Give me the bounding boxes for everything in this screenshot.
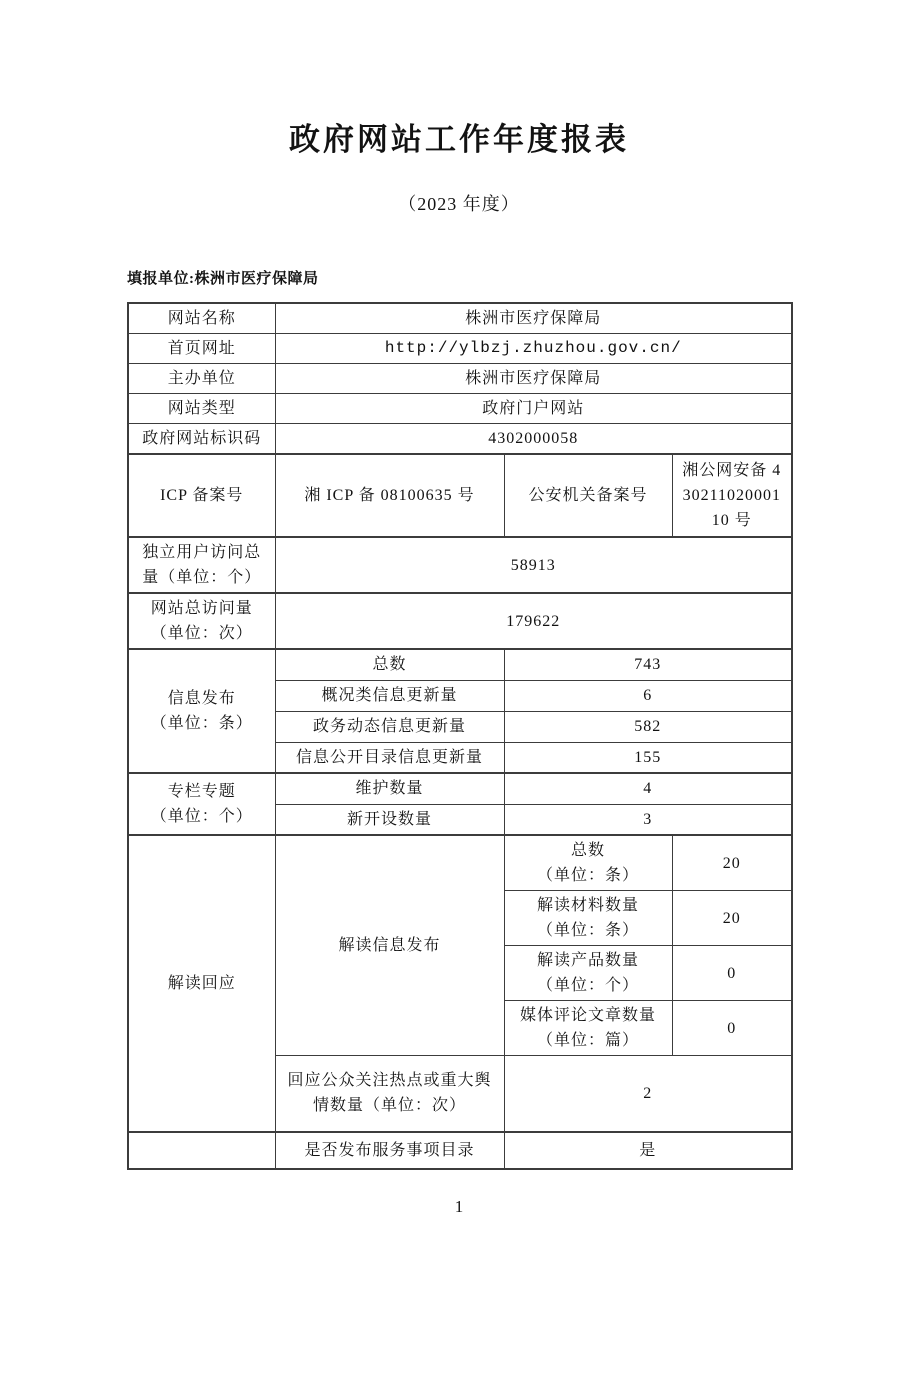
topics-new-value: 3 — [504, 804, 792, 835]
info-publish-section-label — [128, 649, 275, 773]
special-topics-label: 专栏专题 — [167, 783, 236, 800]
empty-cell — [128, 1132, 275, 1169]
special-topics-section-label — [128, 773, 275, 835]
icp-record-label: ICP 备案号 — [128, 454, 275, 537]
interpret-total-value: 20 — [672, 835, 792, 891]
police-record-number: 湘公网安备 43021102000110 号 — [672, 454, 792, 537]
total-visits-label: 网站总访问量（单位：次） — [128, 593, 275, 649]
interpret-products-value: 0 — [672, 946, 792, 1001]
gov-news-updates-label: 政务动态信息更新量 — [275, 711, 504, 742]
topics-maintained-label: 维护数量 — [275, 773, 504, 804]
interpret-total-unit: （单位：条） — [536, 867, 639, 884]
row-site-id-code — [128, 424, 792, 455]
media-comments-label-text: 媒体评论文章数量 — [519, 1007, 656, 1024]
service-directory-value: 是 — [504, 1132, 792, 1169]
row-host-unit — [128, 364, 792, 394]
open-directory-updates-label: 信息公开目录信息更新量 — [275, 742, 504, 773]
website-type-value: 政府门户网站 — [275, 394, 792, 424]
site-id-code-label: 政府网站标识码 — [128, 424, 275, 455]
info-publish-label: 信息发布 — [167, 690, 236, 707]
media-comments-unit: （单位：篇） — [536, 1032, 639, 1049]
row-unique-visitors — [128, 537, 792, 593]
police-record-label: 公安机关备案号 — [504, 454, 672, 537]
topics-maintained-value: 4 — [504, 773, 792, 804]
website-name-value: 株洲市医疗保障局 — [275, 303, 792, 334]
service-directory-label: 是否发布服务事项目录 — [275, 1132, 504, 1169]
reporting-unit-line: 填报单位:株洲市医疗保障局 — [127, 271, 319, 287]
interpret-materials-label-text: 解读材料数量 — [536, 897, 639, 914]
interpret-materials-value: 20 — [672, 891, 792, 946]
overview-updates-value: 6 — [504, 680, 792, 711]
report-year-subtitle: （2023 年度） — [398, 194, 520, 214]
media-comments-value: 0 — [672, 1001, 792, 1056]
icp-record-number: 湘 ICP 备 08100635 号 — [275, 454, 504, 537]
hotspot-response-label: 回应公众关注热点或重大舆情数量（单位：次） — [275, 1056, 504, 1132]
unique-visitors-value: 58913 — [275, 537, 792, 593]
media-comments-label — [504, 1001, 672, 1056]
row-website-name — [128, 303, 792, 334]
document-page — [127, 122, 791, 1218]
row-topics-maintained — [128, 773, 792, 804]
row-info-publish-total — [128, 649, 792, 680]
interpret-materials-label — [504, 891, 672, 946]
open-directory-updates-value: 155 — [504, 742, 792, 773]
interpret-materials-unit: （单位：条） — [536, 922, 639, 939]
host-unit-label: 主办单位 — [128, 364, 275, 394]
row-website-type — [128, 394, 792, 424]
info-total-label: 总数 — [275, 649, 504, 680]
row-service-directory — [128, 1132, 792, 1169]
total-visits-value: 179622 — [275, 593, 792, 649]
row-homepage-url — [128, 334, 792, 364]
interpret-total-label — [504, 835, 672, 891]
interpret-products-label-text: 解读产品数量 — [536, 952, 639, 969]
row-interpret-total — [128, 835, 792, 891]
topics-new-label: 新开设数量 — [275, 804, 504, 835]
special-topics-unit: （单位：个） — [150, 808, 253, 825]
info-publish-unit: （单位：条） — [150, 715, 253, 732]
interpret-total-label-text: 总数 — [570, 842, 605, 859]
homepage-url-value: http://ylbzj.zhuzhou.gov.cn/ — [275, 334, 792, 364]
gov-news-updates-value: 582 — [504, 711, 792, 742]
info-total-value: 743 — [504, 649, 792, 680]
homepage-url-label: 首页网址 — [128, 334, 275, 364]
website-name-label: 网站名称 — [128, 303, 275, 334]
interpret-products-unit: （单位：个） — [536, 977, 639, 994]
overview-updates-label: 概况类信息更新量 — [275, 680, 504, 711]
unique-visitors-label: 独立用户访问总量（单位：个） — [128, 537, 275, 593]
page-title: 政府网站工作年度报表 — [289, 122, 629, 157]
hotspot-response-value: 2 — [504, 1056, 792, 1132]
website-type-label: 网站类型 — [128, 394, 275, 424]
site-id-code-value: 4302000058 — [275, 424, 792, 455]
interpret-publish-label: 解读信息发布 — [275, 835, 504, 1056]
annual-report-table — [127, 302, 793, 1170]
host-unit-value: 株洲市医疗保障局 — [275, 364, 792, 394]
page-number: 1 — [454, 1196, 464, 1216]
row-icp-record — [128, 454, 792, 537]
row-total-visits — [128, 593, 792, 649]
interpretation-section-label: 解读回应 — [128, 835, 275, 1132]
interpret-products-label — [504, 946, 672, 1001]
